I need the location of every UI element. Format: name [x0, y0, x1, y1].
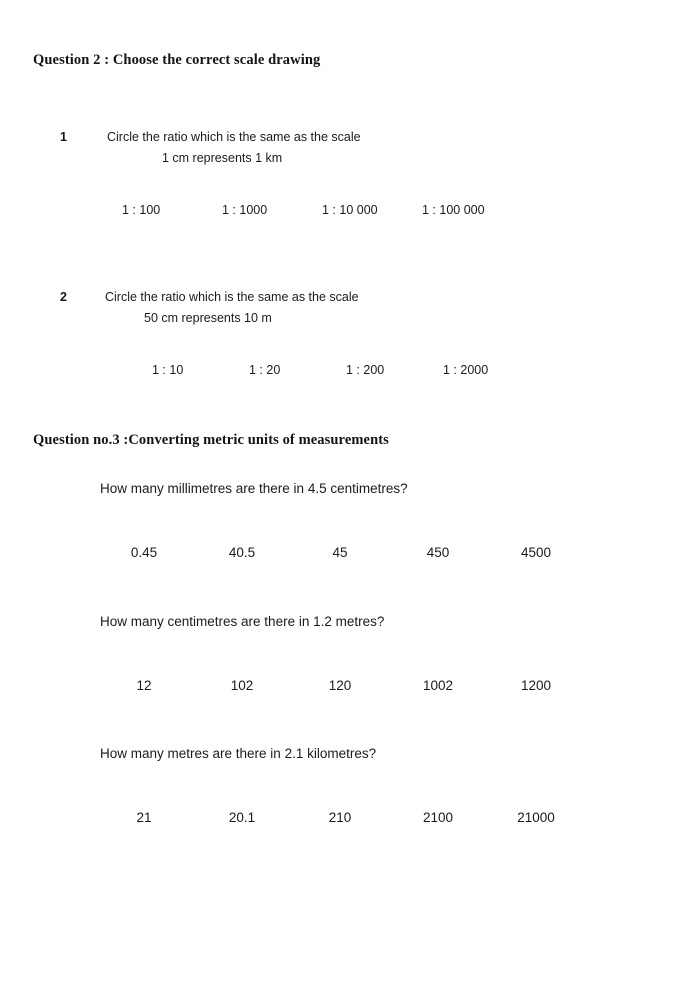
item-scale-statement: 50 cm represents 10 m: [144, 311, 272, 325]
item-scale-statement: 1 cm represents 1 km: [162, 151, 283, 165]
ratio-option[interactable]: 1 : 100: [122, 203, 161, 217]
question-3-heading: Question no.3 :Converting metric units of measurements: [33, 432, 389, 448]
answer-option[interactable]: 4500: [520, 545, 552, 560]
ratio-option-row: [152, 363, 540, 377]
answer-option[interactable]: 2100: [422, 810, 454, 825]
ratio-option[interactable]: 1 : 10 000: [322, 203, 378, 217]
answer-option[interactable]: 120: [328, 678, 352, 693]
item-prompt: Circle the ratio which is the same as the scale: [105, 290, 359, 304]
ratio-option[interactable]: 1 : 20: [249, 363, 281, 377]
ratio-option[interactable]: 1 : 200: [346, 363, 385, 377]
answer-option[interactable]: 0.45: [130, 545, 158, 560]
ratio-option[interactable]: 1 : 100 000: [422, 203, 485, 217]
conversion-question-text: How many centimetres are there in 1.2 metres?: [100, 614, 385, 629]
answer-option[interactable]: 40.5: [228, 545, 256, 560]
conversion-question-text: How many millimetres are there in 4.5 centimetres?: [100, 481, 408, 496]
answer-option[interactable]: 1200: [520, 678, 552, 693]
answer-option[interactable]: 45: [332, 545, 348, 560]
ratio-option[interactable]: 1 : 1000: [222, 203, 268, 217]
answer-option[interactable]: 12: [136, 678, 152, 693]
ratio-option[interactable]: 1 : 2000: [443, 363, 489, 377]
answer-option[interactable]: 20.1: [228, 810, 256, 825]
item-prompt: Circle the ratio which is the same as the scale: [107, 130, 361, 144]
question-2-heading: Question 2 : Choose the correct scale drawing: [33, 52, 321, 68]
conversion-question-text: How many metres are there in 2.1 kilometres?: [100, 746, 377, 761]
answer-option-row: [95, 810, 585, 825]
item-number: 1: [60, 130, 67, 144]
answer-option[interactable]: 450: [426, 545, 450, 560]
item-number: 2: [60, 290, 67, 304]
answer-option[interactable]: 102: [230, 678, 254, 693]
answer-option-row: [95, 678, 585, 693]
answer-option-row: [95, 545, 585, 560]
answer-option[interactable]: 210: [328, 810, 352, 825]
answer-option[interactable]: 1002: [422, 678, 454, 693]
ratio-option[interactable]: 1 : 10: [152, 363, 184, 377]
answer-option[interactable]: 21000: [517, 810, 555, 825]
ratio-option-row: [122, 203, 522, 217]
answer-option[interactable]: 21: [136, 810, 152, 825]
